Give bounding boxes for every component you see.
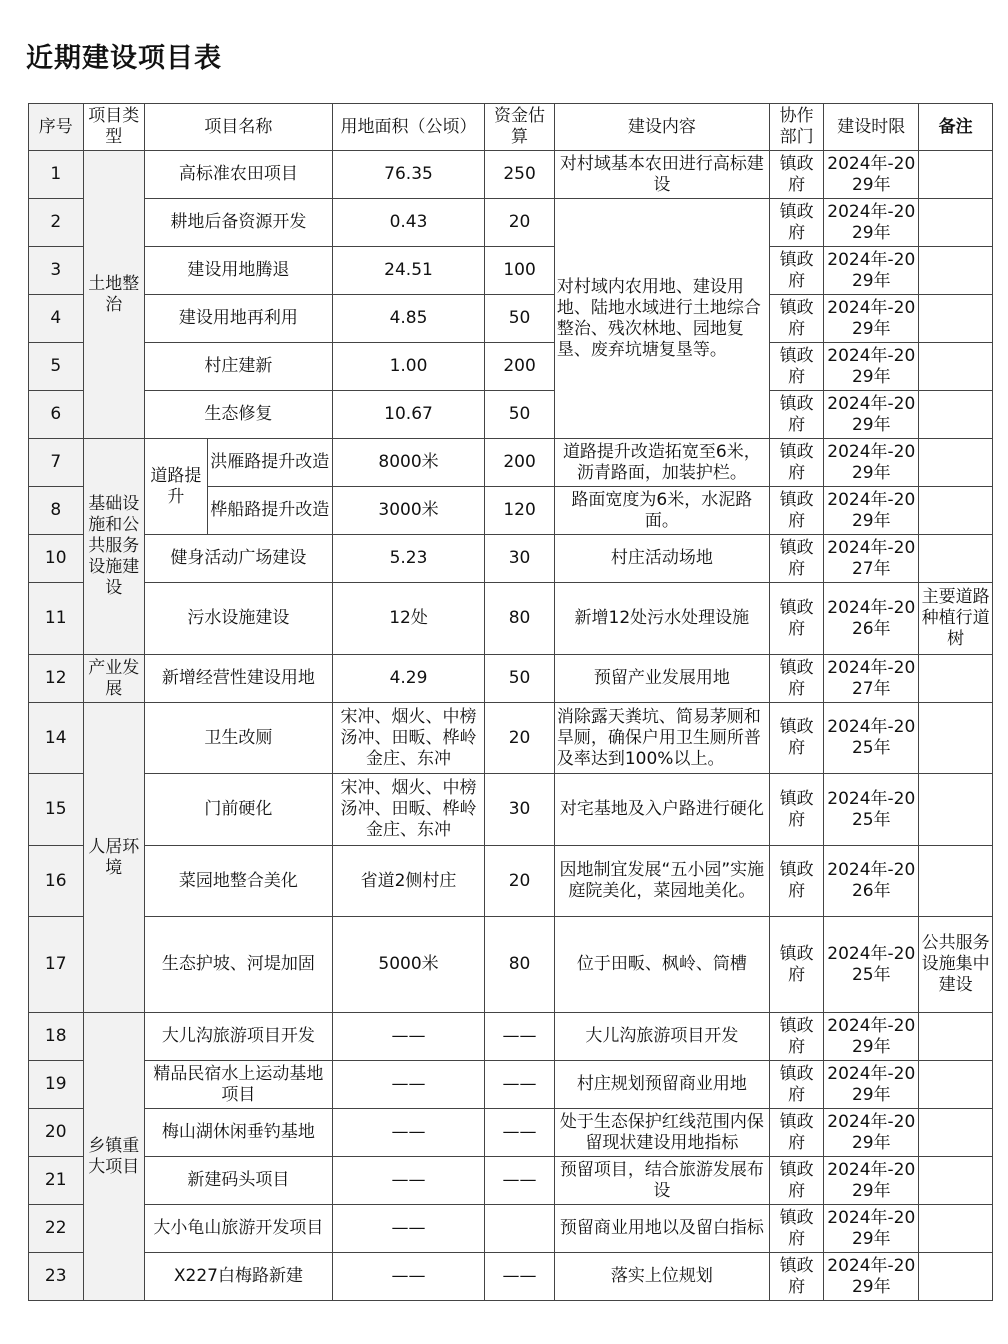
row-period: 2024年-2029年 [824, 295, 919, 343]
row-no: 19 [29, 1061, 84, 1109]
row-no: 2 [29, 199, 84, 247]
row-dept: 镇政府 [769, 846, 824, 917]
row-fund: 50 [485, 295, 555, 343]
row-dept: 镇政府 [769, 487, 824, 535]
table-row [29, 199, 993, 247]
row-dept: 镇政府 [769, 1157, 824, 1205]
header-note: 备注 [919, 104, 993, 151]
row-fund: —— [485, 1157, 555, 1205]
row-area: 4.29 [332, 655, 484, 703]
row-no: 20 [29, 1109, 84, 1157]
row-area: 4.85 [332, 295, 484, 343]
row-fund: 250 [485, 151, 555, 199]
row-no: 14 [29, 703, 84, 774]
row-dept: 镇政府 [769, 1253, 824, 1301]
table-row [29, 1253, 993, 1301]
row-fund: 200 [485, 439, 555, 487]
header-row [29, 104, 993, 151]
row-note [919, 343, 993, 391]
land-shared-content: 对村域内农用地、建设用地、陆地水域进行土地综合整治、残次林地、园地复垦、废弃坑塘复垦等。 [554, 199, 769, 439]
table-row [29, 535, 993, 583]
row-fund: —— [485, 1013, 555, 1061]
row-name: 菜园地整合美化 [145, 846, 333, 917]
row-content: 预留商业用地以及留白指标 [554, 1205, 769, 1253]
row-note [919, 703, 993, 774]
row-dept: 镇政府 [769, 583, 824, 655]
row-name: 建设用地再利用 [145, 295, 333, 343]
row-no: 12 [29, 655, 84, 703]
row-no: 10 [29, 535, 84, 583]
row-fund: —— [485, 1061, 555, 1109]
row-dept: 镇政府 [769, 774, 824, 846]
row-area: —— [332, 1013, 484, 1061]
row-no: 5 [29, 343, 84, 391]
row-period: 2024年-2029年 [824, 151, 919, 199]
row-note [919, 295, 993, 343]
row-dept: 镇政府 [769, 917, 824, 1013]
row-content: 消除露天粪坑、简易茅厕和旱厕，确保户用卫生厕所普及率达到100%以上。 [554, 703, 769, 774]
row-name: 大小龟山旅游开发项目 [145, 1205, 333, 1253]
row-period: 2024年-2027年 [824, 655, 919, 703]
table-row [29, 1109, 993, 1157]
row-fund: 30 [485, 774, 555, 846]
table-row [29, 917, 993, 1013]
row-note [919, 1109, 993, 1157]
row-name: 大儿沟旅游项目开发 [145, 1013, 333, 1061]
row-content: 村庄活动场地 [554, 535, 769, 583]
row-fund: 200 [485, 343, 555, 391]
row-fund: 30 [485, 535, 555, 583]
table-row [29, 655, 993, 703]
row-content: 处于生态保护红线范围内保留现状建设用地指标 [554, 1109, 769, 1157]
row-dept: 镇政府 [769, 655, 824, 703]
row-area: 76.35 [332, 151, 484, 199]
table-row [29, 1061, 993, 1109]
row-content: 对宅基地及入户路进行硬化 [554, 774, 769, 846]
row-period: 2024年-2025年 [824, 917, 919, 1013]
row-fund: 20 [485, 703, 555, 774]
header-fund: 资金估算 [485, 104, 555, 151]
table-row [29, 846, 993, 917]
table-row [29, 247, 993, 295]
row-area: —— [332, 1109, 484, 1157]
row-note [919, 1253, 993, 1301]
row-dept: 镇政府 [769, 703, 824, 774]
row-fund: —— [485, 1253, 555, 1301]
row-note [919, 1013, 993, 1061]
row-fund: 80 [485, 917, 555, 1013]
row-area: 省道2侧村庄 [332, 846, 484, 917]
row-name: 新增经营性建设用地 [145, 655, 333, 703]
row-area: 24.51 [332, 247, 484, 295]
row-no: 3 [29, 247, 84, 295]
table-row [29, 1205, 993, 1253]
header-area: 用地面积（公顷） [332, 104, 484, 151]
row-note [919, 439, 993, 487]
row-name: 梅山湖休闲垂钓基地 [145, 1109, 333, 1157]
row-area: 10.67 [332, 391, 484, 439]
header-type: 项目类型 [83, 104, 145, 151]
row-content: 对村域基本农田进行高标建设 [554, 151, 769, 199]
row-content: 村庄规划预留商业用地 [554, 1061, 769, 1109]
header-no: 序号 [29, 104, 84, 151]
row-name: 耕地后备资源开发 [145, 199, 333, 247]
row-fund: 100 [485, 247, 555, 295]
header-period: 建设时限 [824, 104, 919, 151]
row-note [919, 487, 993, 535]
row-dept: 镇政府 [769, 343, 824, 391]
row-fund: —— [485, 1109, 555, 1157]
row-dept: 镇政府 [769, 535, 824, 583]
row-dept: 镇政府 [769, 391, 824, 439]
row-period: 2024年-2027年 [824, 535, 919, 583]
row-note [919, 774, 993, 846]
row-name: 生态护坡、河堤加固 [145, 917, 333, 1013]
row-name: 门前硬化 [145, 774, 333, 846]
row-period: 2024年-2029年 [824, 439, 919, 487]
row-period: 2024年-2029年 [824, 391, 919, 439]
row-name: 桦船路提升改造 [207, 487, 332, 535]
row-no: 16 [29, 846, 84, 917]
row-note [919, 1061, 993, 1109]
row-area: —— [332, 1253, 484, 1301]
row-no: 17 [29, 917, 84, 1013]
group-land: 土地整治 [83, 151, 145, 439]
row-dept: 镇政府 [769, 1013, 824, 1061]
row-no: 7 [29, 439, 84, 487]
row-dept: 镇政府 [769, 199, 824, 247]
row-name: 新建码头项目 [145, 1157, 333, 1205]
row-name: 卫生改厕 [145, 703, 333, 774]
table-row [29, 703, 993, 774]
group-industry: 产业发展 [83, 655, 145, 703]
table-row [29, 151, 993, 199]
row-note [919, 1205, 993, 1253]
row-name: 高标准农田项目 [145, 151, 333, 199]
row-no: 22 [29, 1205, 84, 1253]
row-area: 12处 [332, 583, 484, 655]
row-note [919, 391, 993, 439]
row-period: 2024年-2025年 [824, 774, 919, 846]
row-note [919, 655, 993, 703]
row-area: 5.23 [332, 535, 484, 583]
row-no: 23 [29, 1253, 84, 1301]
row-name: 洪雁路提升改造 [207, 439, 332, 487]
row-fund: 120 [485, 487, 555, 535]
row-period: 2024年-2026年 [824, 583, 919, 655]
row-content: 位于田畈、枫岭、筒槽 [554, 917, 769, 1013]
row-no: 1 [29, 151, 84, 199]
project-table-container [28, 103, 993, 1301]
row-area: 5000米 [332, 917, 484, 1013]
row-no: 4 [29, 295, 84, 343]
row-no: 21 [29, 1157, 84, 1205]
row-note [919, 247, 993, 295]
table-row [29, 1157, 993, 1205]
row-note: 主要道路种植行道树 [919, 583, 993, 655]
row-name: 生态修复 [145, 391, 333, 439]
row-area: 宋冲、烟火、中榜汤冲、田畈、桦岭金庄、东冲 [332, 703, 484, 774]
table-row [29, 439, 993, 487]
row-content: 路面宽度为6米，水泥路面。 [554, 487, 769, 535]
row-note [919, 151, 993, 199]
row-period: 2024年-2029年 [824, 343, 919, 391]
row-period: 2024年-2029年 [824, 199, 919, 247]
row-period: 2024年-2029年 [824, 487, 919, 535]
header-dept: 协作部门 [769, 104, 824, 151]
row-period: 2024年-2029年 [824, 1109, 919, 1157]
project-table [28, 103, 993, 1301]
row-fund: 50 [485, 655, 555, 703]
row-area: 1.00 [332, 343, 484, 391]
row-fund: 20 [485, 846, 555, 917]
row-dept: 镇政府 [769, 1061, 824, 1109]
row-dept: 镇政府 [769, 247, 824, 295]
row-note [919, 846, 993, 917]
row-fund: 50 [485, 391, 555, 439]
row-name: 村庄建新 [145, 343, 333, 391]
row-period: 2024年-2029年 [824, 247, 919, 295]
row-name: X227白梅路新建 [145, 1253, 333, 1301]
row-note: 公共服务设施集中建设 [919, 917, 993, 1013]
row-period: 2024年-2026年 [824, 846, 919, 917]
row-content: 道路提升改造拓宽至6米，沥青路面，加装护栏。 [554, 439, 769, 487]
row-fund: 80 [485, 583, 555, 655]
row-content: 因地制宜发展“五小园”实施庭院美化，菜园地美化。 [554, 846, 769, 917]
row-no: 6 [29, 391, 84, 439]
header-name: 项目名称 [145, 104, 333, 151]
row-area: —— [332, 1157, 484, 1205]
group-infra: 基础设施和公共服务设施建设 [83, 439, 145, 655]
row-content: 预留项目，结合旅游发展布设 [554, 1157, 769, 1205]
row-dept: 镇政府 [769, 1205, 824, 1253]
page-title: 近期建设项目表 [26, 43, 222, 74]
row-name: 污水设施建设 [145, 583, 333, 655]
table-row [29, 295, 993, 343]
row-no: 18 [29, 1013, 84, 1061]
row-content: 预留产业发展用地 [554, 655, 769, 703]
group-major: 乡镇重大项目 [83, 1013, 145, 1301]
row-no: 15 [29, 774, 84, 846]
table-row [29, 343, 993, 391]
table-row [29, 391, 993, 439]
row-period: 2024年-2025年 [824, 703, 919, 774]
row-dept: 镇政府 [769, 295, 824, 343]
row-content: 落实上位规划 [554, 1253, 769, 1301]
row-area: —— [332, 1205, 484, 1253]
row-no: 8 [29, 487, 84, 535]
row-area: —— [332, 1061, 484, 1109]
row-area: 宋冲、烟火、中榜汤冲、田畈、桦岭金庄、东冲 [332, 774, 484, 846]
group-living: 人居环境 [83, 703, 145, 1013]
row-content: 新增12处污水处理设施 [554, 583, 769, 655]
table-row [29, 1013, 993, 1061]
row-area: 0.43 [332, 199, 484, 247]
table-row [29, 583, 993, 655]
row-fund [485, 1205, 555, 1253]
row-period: 2024年-2029年 [824, 1061, 919, 1109]
row-area: 3000米 [332, 487, 484, 535]
row-period: 2024年-2029年 [824, 1253, 919, 1301]
row-area: 8000米 [332, 439, 484, 487]
row-name: 健身活动广场建设 [145, 535, 333, 583]
header-content: 建设内容 [554, 104, 769, 151]
subgroup-road: 道路提升 [145, 439, 208, 535]
row-period: 2024年-2029年 [824, 1205, 919, 1253]
row-period: 2024年-2029年 [824, 1157, 919, 1205]
row-dept: 镇政府 [769, 151, 824, 199]
row-note [919, 1157, 993, 1205]
table-row [29, 774, 993, 846]
row-fund: 20 [485, 199, 555, 247]
row-dept: 镇政府 [769, 1109, 824, 1157]
row-note [919, 535, 993, 583]
row-name: 建设用地腾退 [145, 247, 333, 295]
row-dept: 镇政府 [769, 439, 824, 487]
row-period: 2024年-2029年 [824, 1013, 919, 1061]
row-content: 大儿沟旅游项目开发 [554, 1013, 769, 1061]
row-name: 精品民宿水上运动基地项目 [145, 1061, 333, 1109]
row-note [919, 199, 993, 247]
row-no: 11 [29, 583, 84, 655]
